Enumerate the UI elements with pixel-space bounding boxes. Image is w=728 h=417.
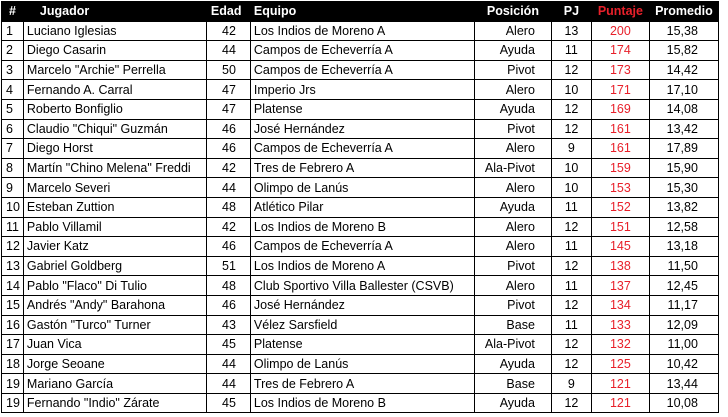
player-name-cell: Martín "Chino Melena" Freddi: [23, 158, 206, 178]
table-row: [2, 41, 719, 61]
team-cell: Tres de Febrero A: [250, 158, 474, 178]
table-row: [2, 374, 719, 394]
ranking-table: [1, 1, 719, 413]
table-row: [2, 99, 719, 119]
position-cell: Ayuda: [474, 41, 551, 61]
position-cell: Pivot: [474, 295, 551, 315]
age-cell: 45: [206, 393, 250, 413]
games-played-cell: 12: [551, 119, 591, 139]
average-cell: 10,42: [649, 354, 718, 374]
age-cell: 42: [206, 217, 250, 237]
rank-cell: 12: [2, 237, 24, 257]
age-cell: 44: [206, 41, 250, 61]
average-cell: 17,10: [649, 80, 718, 100]
table-row: [2, 21, 719, 41]
table-row: [2, 80, 719, 100]
table-row: [2, 256, 719, 276]
average-cell: 11,17: [649, 295, 718, 315]
games-played-cell: 11: [551, 41, 591, 61]
points-cell: 137: [591, 276, 649, 296]
age-cell: 47: [206, 80, 250, 100]
games-played-cell: 12: [551, 217, 591, 237]
player-name-cell: Jorge Seoane: [23, 354, 206, 374]
position-cell: Alero: [474, 139, 551, 159]
games-played-cell: 11: [551, 315, 591, 335]
position-cell: Ala-Pivot: [474, 335, 551, 355]
games-played-cell: 9: [551, 139, 591, 159]
points-cell: 153: [591, 178, 649, 198]
col-header-equipo: Equipo: [250, 2, 474, 22]
player-name-cell: Pablo Villamil: [23, 217, 206, 237]
rank-cell: 4: [2, 80, 24, 100]
player-name-cell: Gabriel Goldberg: [23, 256, 206, 276]
player-name-cell: Diego Casarin: [23, 41, 206, 61]
rank-cell: 5: [2, 99, 24, 119]
age-cell: 47: [206, 99, 250, 119]
position-cell: Pivot: [474, 60, 551, 80]
table-row: [2, 354, 719, 374]
player-name-cell: Luciano Iglesias: [23, 21, 206, 41]
table-row: [2, 139, 719, 159]
col-header-num: #: [2, 2, 24, 22]
games-played-cell: 12: [551, 295, 591, 315]
average-cell: 10,08: [649, 393, 718, 413]
games-played-cell: 12: [551, 256, 591, 276]
games-played-cell: 9: [551, 374, 591, 394]
position-cell: Pivot: [474, 119, 551, 139]
table-row: [2, 335, 719, 355]
team-cell: Olimpo de Lanús: [250, 354, 474, 374]
points-cell: 151: [591, 217, 649, 237]
average-cell: 13,18: [649, 237, 718, 257]
player-name-cell: Esteban Zuttion: [23, 197, 206, 217]
player-name-cell: Mariano García: [23, 374, 206, 394]
team-cell: Campos de Echeverría A: [250, 60, 474, 80]
games-played-cell: 12: [551, 335, 591, 355]
rank-cell: 10: [2, 197, 24, 217]
rank-cell: 14: [2, 276, 24, 296]
position-cell: Ayuda: [474, 354, 551, 374]
table-row: [2, 295, 719, 315]
position-cell: Base: [474, 315, 551, 335]
average-cell: 15,38: [649, 21, 718, 41]
age-cell: 42: [206, 21, 250, 41]
points-cell: 145: [591, 237, 649, 257]
team-cell: Los Indios de Moreno B: [250, 217, 474, 237]
points-cell: 161: [591, 119, 649, 139]
table-row: [2, 393, 719, 413]
points-cell: 121: [591, 374, 649, 394]
average-cell: 17,89: [649, 139, 718, 159]
average-cell: 12,45: [649, 276, 718, 296]
ranking-body: [2, 21, 719, 413]
average-cell: 13,42: [649, 119, 718, 139]
table-row: [2, 276, 719, 296]
points-cell: 169: [591, 99, 649, 119]
age-cell: 43: [206, 315, 250, 335]
rank-cell: 8: [2, 158, 24, 178]
position-cell: Ayuda: [474, 393, 551, 413]
average-cell: 15,90: [649, 158, 718, 178]
points-cell: 152: [591, 197, 649, 217]
age-cell: 44: [206, 374, 250, 394]
games-played-cell: 11: [551, 276, 591, 296]
points-cell: 121: [591, 393, 649, 413]
team-cell: Club Sportivo Villa Ballester (CSVB): [250, 276, 474, 296]
average-cell: 11,00: [649, 335, 718, 355]
average-cell: 14,42: [649, 60, 718, 80]
games-played-cell: 12: [551, 354, 591, 374]
age-cell: 45: [206, 335, 250, 355]
games-played-cell: 13: [551, 21, 591, 41]
average-cell: 13,82: [649, 197, 718, 217]
col-header-promedio: Promedio: [649, 2, 718, 22]
age-cell: 46: [206, 237, 250, 257]
points-cell: 138: [591, 256, 649, 276]
team-cell: Platense: [250, 335, 474, 355]
team-cell: Los Indios de Moreno A: [250, 21, 474, 41]
team-cell: Tres de Febrero A: [250, 374, 474, 394]
position-cell: Ayuda: [474, 197, 551, 217]
position-cell: Alero: [474, 217, 551, 237]
col-header-posicion: Posición: [474, 2, 551, 22]
games-played-cell: 11: [551, 197, 591, 217]
player-name-cell: Marcelo "Archie" Perrella: [23, 60, 206, 80]
rank-cell: 7: [2, 139, 24, 159]
header-row: [2, 2, 719, 22]
rank-cell: 17: [2, 335, 24, 355]
table-row: [2, 237, 719, 257]
team-cell: José Hernández: [250, 119, 474, 139]
player-name-cell: Pablo "Flaco" Di Tulio: [23, 276, 206, 296]
team-cell: Campos de Echeverría A: [250, 41, 474, 61]
age-cell: 48: [206, 276, 250, 296]
position-cell: Alero: [474, 178, 551, 198]
age-cell: 46: [206, 139, 250, 159]
table-row: [2, 178, 719, 198]
average-cell: 15,82: [649, 41, 718, 61]
games-played-cell: 10: [551, 178, 591, 198]
player-name-cell: Diego Horst: [23, 139, 206, 159]
col-header-edad: Edad: [206, 2, 250, 22]
rank-cell: 13: [2, 256, 24, 276]
table-row: [2, 197, 719, 217]
average-cell: 14,08: [649, 99, 718, 119]
team-cell: Atlético Pilar: [250, 197, 474, 217]
rank-cell: 2: [2, 41, 24, 61]
team-cell: José Hernández: [250, 295, 474, 315]
points-cell: 133: [591, 315, 649, 335]
age-cell: 50: [206, 60, 250, 80]
team-cell: Los Indios de Moreno B: [250, 393, 474, 413]
games-played-cell: 10: [551, 80, 591, 100]
team-cell: Vélez Sarsfield: [250, 315, 474, 335]
player-name-cell: Fernando "Indio" Zárate: [23, 393, 206, 413]
team-cell: Campos de Echeverría A: [250, 237, 474, 257]
player-name-cell: Roberto Bonfiglio: [23, 99, 206, 119]
games-played-cell: 10: [551, 158, 591, 178]
average-cell: 13,44: [649, 374, 718, 394]
player-name-cell: Fernando A. Carral: [23, 80, 206, 100]
team-cell: Los Indios de Moreno A: [250, 256, 474, 276]
player-name-cell: Javier Katz: [23, 237, 206, 257]
age-cell: 46: [206, 295, 250, 315]
rank-cell: 16: [2, 315, 24, 335]
games-played-cell: 12: [551, 393, 591, 413]
age-cell: 44: [206, 354, 250, 374]
team-cell: Campos de Echeverría A: [250, 139, 474, 159]
player-name-cell: Marcelo Severi: [23, 178, 206, 198]
rank-cell: 9: [2, 178, 24, 198]
rank-cell: 15: [2, 295, 24, 315]
rank-cell: 19: [2, 374, 24, 394]
points-cell: 132: [591, 335, 649, 355]
team-cell: Imperio Jrs: [250, 80, 474, 100]
team-cell: Olimpo de Lanús: [250, 178, 474, 198]
table-row: [2, 217, 719, 237]
player-name-cell: Juan Vica: [23, 335, 206, 355]
position-cell: Alero: [474, 80, 551, 100]
points-cell: 174: [591, 41, 649, 61]
average-cell: 12,09: [649, 315, 718, 335]
age-cell: 46: [206, 119, 250, 139]
age-cell: 42: [206, 158, 250, 178]
points-cell: 161: [591, 139, 649, 159]
rank-cell: 19: [2, 393, 24, 413]
points-cell: 171: [591, 80, 649, 100]
col-header-jugador: Jugador: [23, 2, 206, 22]
col-header-pj: PJ: [551, 2, 591, 22]
table-row: [2, 158, 719, 178]
rank-cell: 1: [2, 21, 24, 41]
position-cell: Base: [474, 374, 551, 394]
team-cell: Platense: [250, 99, 474, 119]
games-played-cell: 12: [551, 60, 591, 80]
position-cell: Ala-Pivot: [474, 158, 551, 178]
table-row: [2, 119, 719, 139]
table-row: [2, 315, 719, 335]
rank-cell: 3: [2, 60, 24, 80]
player-name-cell: Andrés "Andy" Barahona: [23, 295, 206, 315]
position-cell: Ayuda: [474, 99, 551, 119]
average-cell: 12,58: [649, 217, 718, 237]
player-name-cell: Claudio "Chiqui" Guzmán: [23, 119, 206, 139]
rank-cell: 6: [2, 119, 24, 139]
table-row: [2, 60, 719, 80]
points-cell: 134: [591, 295, 649, 315]
position-cell: Alero: [474, 21, 551, 41]
position-cell: Alero: [474, 237, 551, 257]
average-cell: 15,30: [649, 178, 718, 198]
player-name-cell: Gastón "Turco" Turner: [23, 315, 206, 335]
rank-cell: 11: [2, 217, 24, 237]
points-cell: 200: [591, 21, 649, 41]
col-header-puntaje: Puntaje: [591, 2, 649, 22]
points-cell: 173: [591, 60, 649, 80]
position-cell: Pivot: [474, 256, 551, 276]
position-cell: Alero: [474, 276, 551, 296]
rank-cell: 18: [2, 354, 24, 374]
age-cell: 44: [206, 178, 250, 198]
average-cell: 11,50: [649, 256, 718, 276]
age-cell: 48: [206, 197, 250, 217]
age-cell: 51: [206, 256, 250, 276]
points-cell: 125: [591, 354, 649, 374]
games-played-cell: 12: [551, 99, 591, 119]
games-played-cell: 11: [551, 237, 591, 257]
points-cell: 159: [591, 158, 649, 178]
